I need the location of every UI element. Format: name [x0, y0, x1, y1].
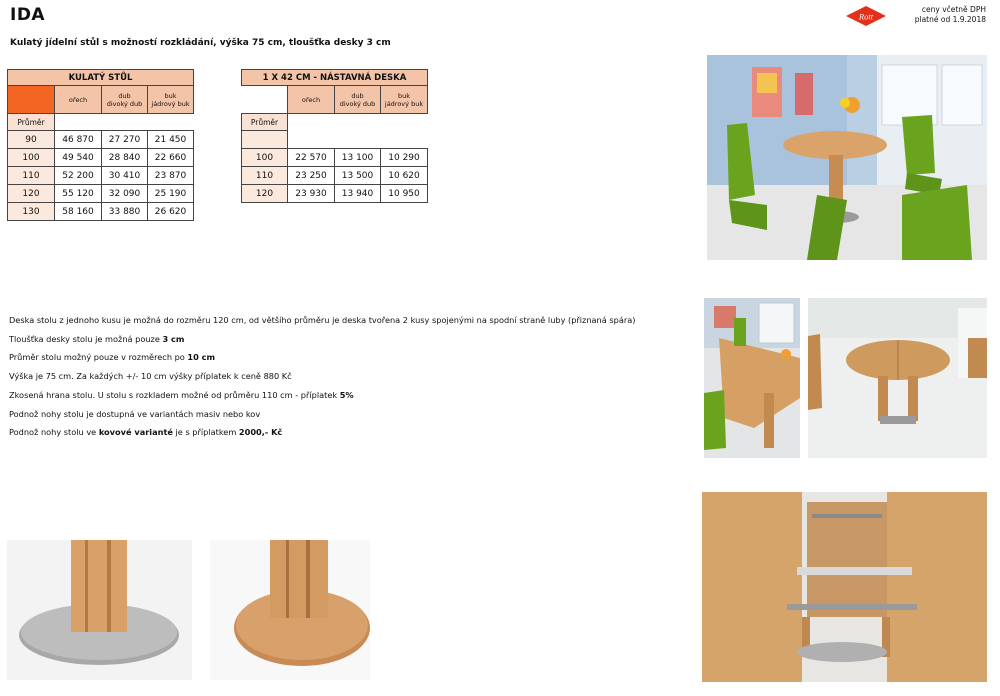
price-cell: 13 100: [335, 149, 381, 167]
note-text: Zkosená hrana stolu. U stolu s rozkladem možné od průměru 110 cm - příplatek: [9, 389, 340, 400]
price-cell: 21 450: [148, 131, 194, 149]
price-cell: 26 620: [148, 203, 194, 221]
price-cell: 28 840: [102, 149, 148, 167]
price-cell: 13 940: [335, 185, 381, 203]
price-cell: 33 880: [102, 203, 148, 221]
price-cell: 32 090: [102, 185, 148, 203]
dining-room-photo: [707, 55, 987, 260]
note-text: Výška je 75 cm. Za každých +/- 10 cm výšky příplatek k ceně 880 Kč: [9, 371, 292, 382]
price-cell: 10 620: [381, 167, 428, 185]
price-cell: 58 160: [55, 203, 102, 221]
table-row: [8, 149, 194, 167]
price-cell: 52 200: [55, 167, 102, 185]
note-text: 2000,- Kč: [238, 427, 283, 438]
diameter-cell: 120: [242, 185, 288, 203]
note-line: [9, 330, 635, 349]
note-line: [9, 386, 635, 405]
table-row: [8, 185, 194, 203]
price-cell: 10 290: [381, 149, 428, 167]
row-header-diameter: Průměr: [8, 114, 55, 131]
note-text: Průměr stolu možný pouze v rozměrech po: [9, 352, 188, 363]
logo-text: Rott: [858, 11, 874, 22]
price-cell: 27 270: [102, 131, 148, 149]
diameter-cell: 130: [8, 203, 55, 221]
price-note-valid-from: platné od 1.9.2018: [914, 15, 986, 24]
note-text: Podnož nohy stolu je dostupná ve variantách masiv nebo kov: [9, 408, 261, 419]
column-header-beech: buk jádrový buk: [381, 86, 428, 114]
note-text: Deska stolu z jednoho kusu je možná do rozměru 120 cm, od většího průměru je deska tvořena 2 kusy spojenými na spodní straně luby (přiznaná spára): [9, 315, 636, 325]
price-rows: [8, 131, 194, 221]
price-cell: 10 950: [381, 185, 428, 203]
note-text: 3 cm: [162, 333, 185, 344]
price-cell: 55 120: [55, 185, 102, 203]
diameter-cell: 110: [8, 167, 55, 185]
diameter-cell: 90: [8, 131, 55, 149]
price-cell: 13 500: [335, 167, 381, 185]
table-row: [242, 149, 428, 167]
note-text: Tloušťka desky stolu je možná pouze: [9, 333, 163, 344]
note-text: 5%: [339, 389, 354, 400]
price-cell: 30 410: [102, 167, 148, 185]
page-title: IDA: [10, 5, 46, 25]
column-header-oak: dub divoký dub: [102, 86, 148, 114]
price-cell: 46 870: [55, 131, 102, 149]
price-table-extension: [241, 69, 428, 203]
note-line: [9, 367, 635, 386]
note-line: [9, 423, 635, 442]
price-cell: 25 190: [148, 185, 194, 203]
note-text: kovové varianté: [98, 427, 173, 438]
table-row: [242, 167, 428, 185]
rott-logo: [845, 5, 887, 27]
price-table-round: [7, 69, 194, 221]
table-row: [8, 167, 194, 185]
price-cell: 23 250: [288, 167, 335, 185]
price-cell: 23 870: [148, 167, 194, 185]
row-header-diameter: Průměr: [242, 114, 288, 131]
price-cell: 49 540: [55, 149, 102, 167]
table-title: KULATÝ STŮL: [8, 70, 194, 86]
diameter-cell: 110: [242, 167, 288, 185]
column-header-walnut: ořech: [288, 86, 335, 114]
product-subtitle: Kulatý jídelní stůl s možností rozkládání, výška 75 cm, tloušťka desky 3 cm: [10, 38, 391, 48]
note-line: [9, 311, 635, 330]
price-cell: 23 930: [288, 185, 335, 203]
price-note: [915, 5, 986, 25]
table-title: 1 X 42 CM - NÁSTAVNÁ DESKA: [242, 70, 428, 86]
price-rows: [242, 149, 428, 203]
table-row: [8, 203, 194, 221]
table-row: [242, 185, 428, 203]
round-table-photo: [808, 298, 987, 458]
extension-table-photo: [704, 298, 800, 458]
note-line: [9, 348, 635, 367]
price-cell: 22 660: [148, 149, 194, 167]
price-note-vat: ceny včetně DPH: [921, 5, 986, 14]
column-header-beech: buk jádrový buk: [148, 86, 194, 114]
extension-mechanism-photo: [702, 492, 987, 682]
diameter-cell: 120: [8, 185, 55, 203]
price-cell: 22 570: [288, 149, 335, 167]
note-line: [9, 405, 635, 424]
product-notes: [9, 311, 635, 442]
diameter-cell: 100: [8, 149, 55, 167]
table-row: [8, 131, 194, 149]
spacer-cell: [242, 131, 288, 149]
diameter-cell: 100: [242, 149, 288, 167]
column-header-oak: dub divoký dub: [335, 86, 381, 114]
note-text: je s příplatkem: [172, 427, 239, 438]
column-header-walnut: ořech: [55, 86, 102, 114]
wooden-base-photo: [210, 540, 370, 680]
note-text: Podnož nohy stolu ve: [9, 427, 99, 438]
corner-cell: [8, 86, 55, 114]
metal-base-photo: [7, 540, 192, 680]
note-text: 10 cm: [187, 352, 216, 363]
